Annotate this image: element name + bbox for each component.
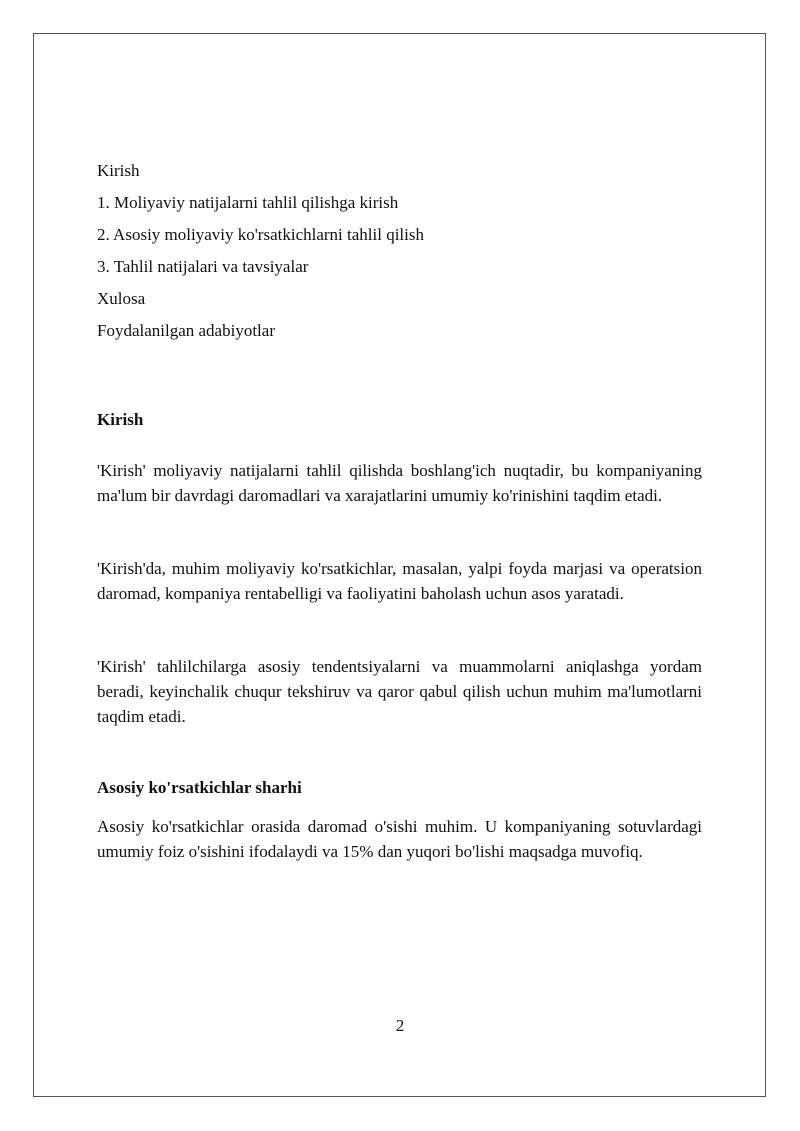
intro-paragraph-3: 'Kirish' tahlilchilarga asosiy tendentsiyalarni va muammolarni aniqlashga yordam beradi, keyinchalik chuqur tekshiruv va qaror qabul qilish uchun muhim ma'lumotlarni taqdim etadi. — [97, 657, 702, 726]
section-heading-indicators: Asosiy ko'rsatkichlar sharhi — [97, 778, 302, 797]
intro-paragraph-2: 'Kirish'da, muhim moliyaviy ko'rsatkichlar, masalan, yalpi foyda marjasi va operatsion daromad, kompaniya rentabelligi va faoliyatini baholash uchun asos yaratadi. — [97, 559, 702, 603]
page-number: 2 — [395, 1016, 405, 1035]
toc-item-conclusion: Xulosa — [97, 289, 146, 308]
table-of-contents — [97, 160, 702, 342]
section-heading-intro: Kirish — [97, 410, 144, 429]
intro-paragraph-1: 'Kirish' moliyaviy natijalarni tahlil qilishda boshlang'ich nuqtadir, bu kompaniyaning ma'lum bir davrdagi daromadlari va xarajatlarini umumiy ko'rinishini taqdim etadi. — [97, 461, 702, 505]
indicators-paragraph-1: Asosiy ko'rsatkichlar orasida daromad o'sishi muhim. U kompaniyaning sotuvlardagi umumiy foiz o'sishini ifodalaydi va 15% dan yuqori bo'lishi maqsadga muvofiq. — [97, 817, 702, 861]
toc-item-references: Foydalanilgan adabiyotlar — [97, 321, 275, 340]
toc-item-chapter-1: 1. Moliyaviy natijalarni tahlil qilishga kirish — [97, 193, 399, 212]
toc-item-chapter-2: 2. Asosiy moliyaviy ko'rsatkichlarni tahlil qilish — [97, 225, 424, 244]
toc-item-intro: Kirish — [97, 161, 140, 180]
toc-item-chapter-3: 3. Tahlil natijalari va tavsiyalar — [97, 257, 309, 276]
document-body — [97, 160, 702, 864]
